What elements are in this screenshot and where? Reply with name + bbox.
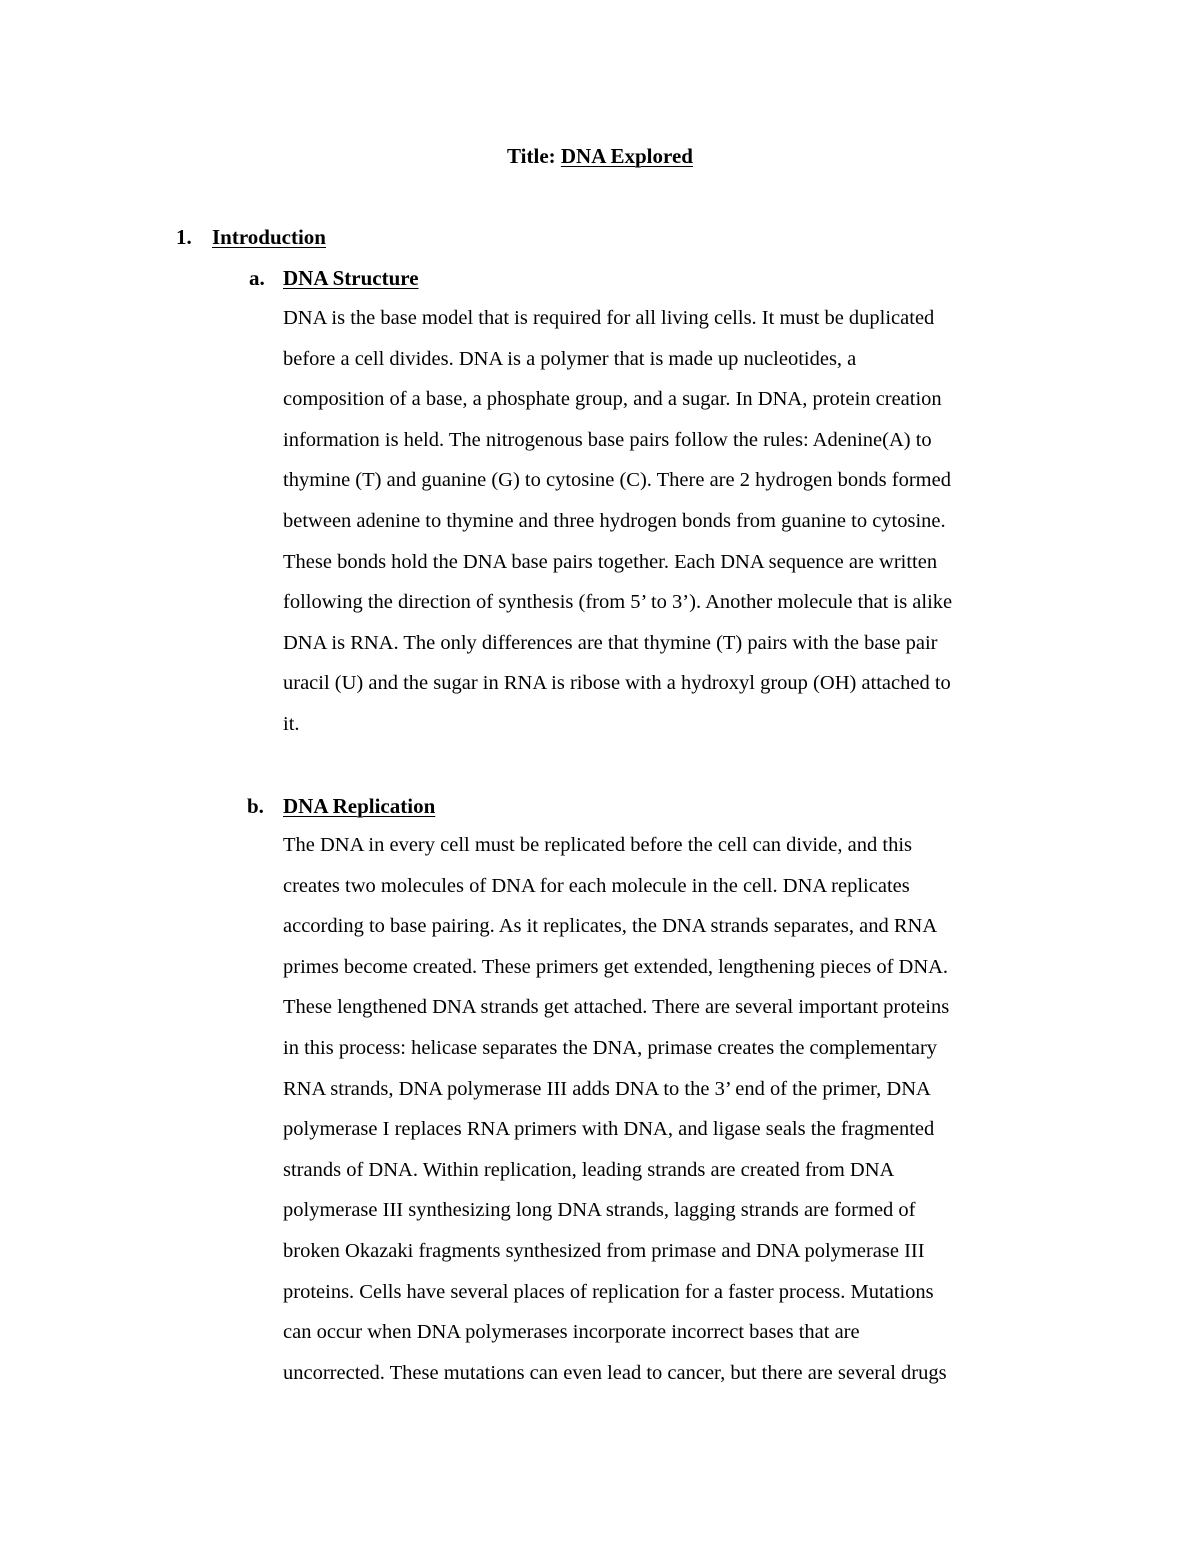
dna-structure-paragraph [283,298,1058,745]
subsection-b-marker: b. [247,794,264,818]
subsection-a-marker: a. [249,266,265,290]
paragraph-line: composition of a base, a phosphate group, and a sugar. In DNA, protein creation [283,388,942,411]
paragraph-line: proteins. Cells have several places of replication for a faster process. Mutations [283,1280,934,1303]
paragraph-line: uracil (U) and the sugar in RNA is ribose with a hydroxyl group (OH) attached to [283,672,951,695]
paragraph-line: according to base pairing. As it replicates, the DNA strands separates, and RNA [283,915,938,938]
paragraph-line: polymerase III synthesizing long DNA strands, lagging strands are formed of [283,1199,916,1222]
subsection-a-heading: DNA Structure [283,266,419,290]
paragraph-line: RNA strands, DNA polymerase III adds DNA to the 3’ end of the primer, DNA [283,1077,931,1100]
dna-replication-paragraph [283,825,1058,1393]
paragraph-line: The DNA in every cell must be replicated before the cell can divide, and this [283,834,913,856]
paragraph-line: polymerase I replaces RNA primers with DNA, and ligase seals the fragmented [283,1118,935,1141]
subsection-b-heading: DNA Replication [283,794,436,818]
paragraph-line: These lengthened DNA strands get attached. There are several important proteins [283,996,950,1019]
paragraph-line: can occur when DNA polymerases incorporate incorrect bases that are [283,1321,860,1344]
title-text: DNA Explored [560,144,693,168]
section-1-heading: Introduction [212,225,326,249]
paragraph-line: in this process: helicase separates the DNA, primase creates the complementary [283,1036,938,1059]
paragraph-line: creates two molecules of DNA for each molecule in the cell. DNA replicates [283,874,910,897]
paragraph-line: thymine (T) and guanine (G) to cytosine (C). There are 2 hydrogen bonds formed [283,469,951,492]
paragraph-line: primes become created. These primers get extended, lengthening pieces of DNA. [283,955,949,978]
paragraph-line: strands of DNA. Within replication, leading strands are created from DNA [283,1158,895,1181]
paragraph-line: before a cell divides. DNA is a polymer that is made up nucleotides, a [283,347,857,370]
paragraph-line: between adenine to thymine and three hydrogen bonds from guanine to cytosine. [283,509,946,532]
document-title [0,141,1200,171]
paragraph-line: DNA is the base model that is required for all living cells. It must be duplicated [283,307,935,329]
paragraph-line: DNA is RNA. The only differences are that thymine (T) pairs with the base pair [283,631,938,654]
paragraph-line: it. [283,712,300,735]
paragraph-line: uncorrected. These mutations can even lead to cancer, but there are several drugs [283,1361,947,1384]
paragraph-line: following the direction of synthesis (from 5’ to 3’). Another molecule that is alike [283,591,953,614]
paragraph-line: broken Okazaki fragments synthesized from primase and DNA polymerase III [283,1239,925,1262]
title-prefix: Title: [507,144,556,168]
paragraph-line: These bonds hold the DNA base pairs together. Each DNA sequence are written [283,550,938,573]
section-1-number: 1. [176,225,192,249]
paragraph-line: information is held. The nitrogenous base pairs follow the rules: Adenine(A) to [283,428,932,451]
